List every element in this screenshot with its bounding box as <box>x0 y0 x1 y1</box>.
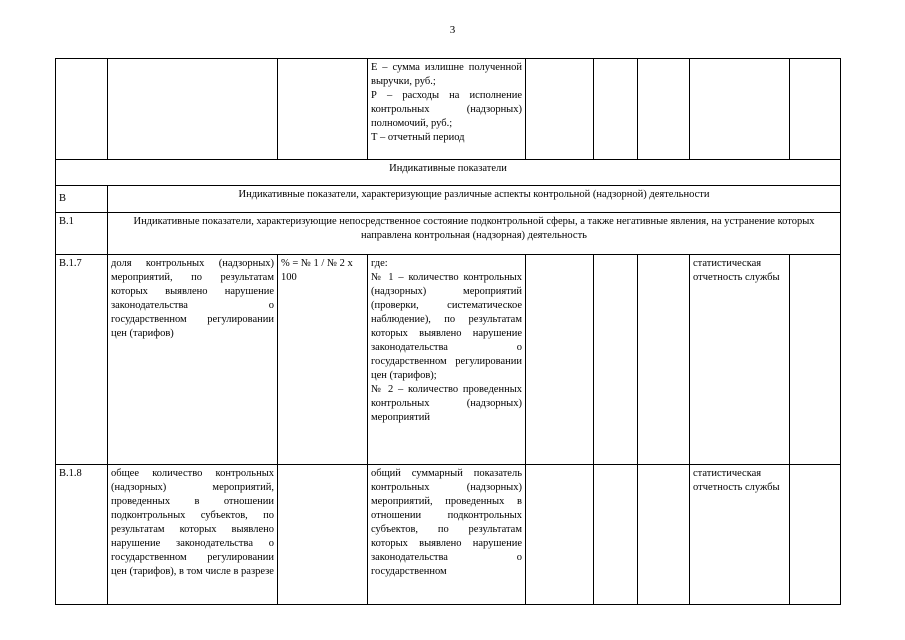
table-cell <box>638 255 690 465</box>
indicator-name: общее количество контрольных (надзорных) мероприятий, проведенных в отношении подконтрольных субъектов, по результатам которых выявлено нарушение законодательства о государственном регулировании цен (тарифов), в том числе в разрезе <box>108 465 278 605</box>
table-cell <box>526 59 594 160</box>
table-cell <box>594 59 638 160</box>
table-cell <box>278 59 368 160</box>
table-cell <box>690 59 790 160</box>
table-cell <box>638 465 690 605</box>
page-number: 3 <box>449 24 456 36</box>
table-cell <box>594 255 638 465</box>
indicator-formula <box>278 465 368 605</box>
table-cell <box>638 59 690 160</box>
table-cell <box>108 59 278 160</box>
table-cell <box>526 255 594 465</box>
table-cell <box>790 465 841 605</box>
indicator-formula: % = № 1 / № 2 х 100 <box>278 255 368 465</box>
table-row <box>56 465 841 605</box>
row-code: В.1.7 <box>56 255 108 465</box>
table-row <box>56 59 841 160</box>
formula-note: Е – сумма излишне полученной выручки, руб.; Р – расходы на исполнение контрольных (надзорных) полномочий, руб.; Т – отчетный период <box>368 59 526 160</box>
indicator-source: статистическая отчетность службы <box>690 465 790 605</box>
table-row <box>56 255 841 465</box>
row-text: Индикативные показатели, характеризующие непосредственное состояние подконтрольной сферы, а также негативные явления, на устранение которых направлена контрольная (надзорная) деятельность <box>108 213 841 255</box>
indicator-comment: где: № 1 – количество контрольных (надзорных) мероприятий (проверки, систематическое наблюдение), по результатам которых выявлено нарушение законодательства о государственном регулировании цен (тарифов); № 2 – количество проведенных контрольных (надзорных) мероприятий <box>368 255 526 465</box>
section-title: Индикативные показатели <box>56 160 841 186</box>
table-cell <box>56 59 108 160</box>
table-cell <box>594 465 638 605</box>
row-code: В.1.8 <box>56 465 108 605</box>
table-row <box>56 186 841 213</box>
indicator-name: доля контрольных (надзорных) мероприятий, по результатам которых выявлено нарушение законодательства о государственном регулировании цен (тарифов) <box>108 255 278 465</box>
row-text: Индикативные показатели, характеризующие различные аспекты контрольной (надзорной) деятельности <box>108 186 841 213</box>
table-row <box>56 213 841 255</box>
table-cell <box>790 255 841 465</box>
row-code: В <box>56 186 108 213</box>
indicators-table <box>55 58 841 605</box>
section-header-row <box>56 160 841 186</box>
table-cell <box>790 59 841 160</box>
indicator-source: статистическая отчетность службы <box>690 255 790 465</box>
indicator-comment: общий суммарный показатель контрольных (надзорных) мероприятий, проведенных в отношении подконтрольных субъектов, по результатам которых выявлено нарушение законодательства о государственном <box>368 465 526 605</box>
table-cell <box>526 465 594 605</box>
row-code: В.1 <box>56 213 108 255</box>
